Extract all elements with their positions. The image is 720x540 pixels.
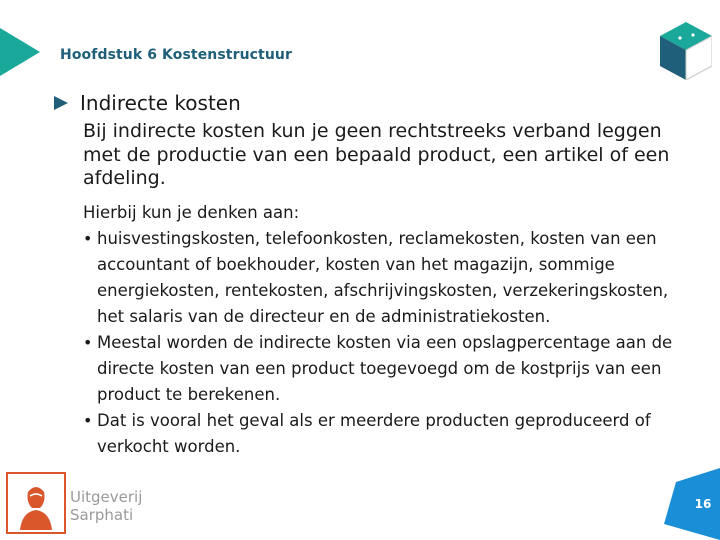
page-number: 16 (694, 497, 712, 511)
intro-paragraph: Bij indirecte kosten kun je geen rechtstreeks verband leggen met de productie van een bepaald product, een artikel of een afdeling. (83, 120, 670, 189)
list-item (83, 226, 683, 330)
list-item-text: Dat is vooral het geval als er meerdere producten geproduceerd of verkocht worden. (97, 411, 651, 456)
heading-row (52, 90, 241, 116)
corner-wedge-decoration (0, 0, 40, 80)
publisher-line-1: Uitgeverij (70, 488, 143, 506)
list-item-text: Meestal worden de indirecte kosten via een opslagpercentage aan de directe kosten van een product toegevoegd om de kostprijs van een product te berekenen. (97, 333, 673, 404)
list-item (83, 408, 683, 460)
triangle-bullet-icon (52, 94, 70, 112)
list-intro: Hierbij kun je denken aan: (83, 203, 300, 222)
bullet-list (83, 226, 683, 460)
publisher-line-2: Sarphati (70, 506, 134, 524)
bullet-icon: • (83, 333, 93, 352)
bullet-icon: • (83, 229, 93, 248)
list-item (83, 330, 683, 408)
publisher-portrait-logo (6, 472, 66, 534)
bullet-icon: • (83, 411, 93, 430)
slide-heading: Indirecte kosten (80, 91, 241, 115)
chapter-title: Hoofdstuk 6 Kostenstructuur (60, 47, 292, 63)
list-item-text: huisvestingskosten, telefoonkosten, reclamekosten, kosten van een accountant of boekhouder, kosten van het magazijn, sommige energiekosten, rentekosten, afschrijvingskosten, verzekeringskosten, het salaris van de directeur en de administratiekosten. (97, 229, 669, 326)
cube-logo-icon (660, 22, 712, 80)
publisher-name (70, 488, 142, 524)
